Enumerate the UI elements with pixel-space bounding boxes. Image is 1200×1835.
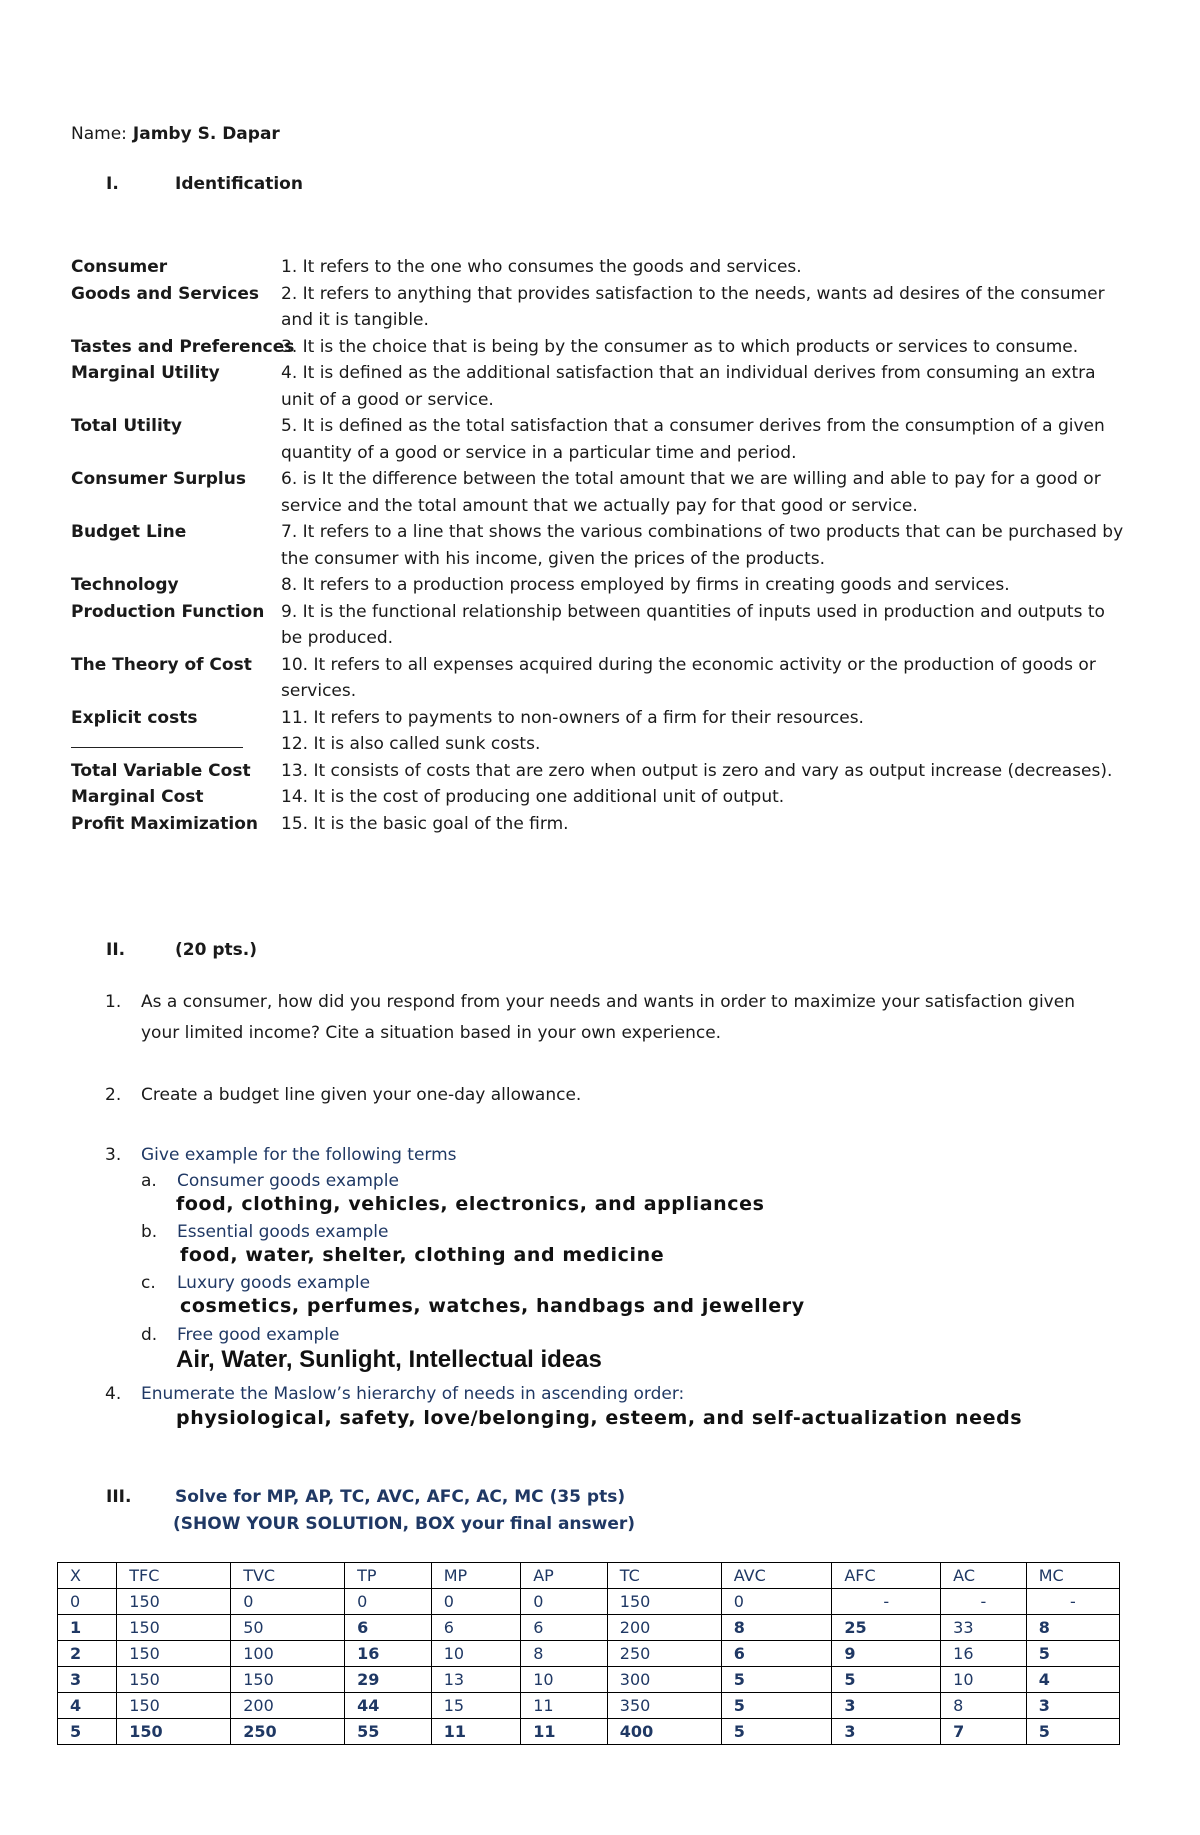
answer-3c: cosmetics, perfumes, watches, handbags and jewellery <box>180 1295 805 1317</box>
table-cell: 55 <box>345 1719 432 1745</box>
question-3-number: 3. <box>105 1145 122 1165</box>
identification-list <box>71 254 1131 837</box>
answer-3b: food, water, shelter, clothing and medicine <box>180 1244 665 1266</box>
table-cell: - <box>941 1589 1027 1615</box>
table-cell: 300 <box>607 1667 721 1693</box>
table-cell: 150 <box>117 1641 231 1667</box>
table-cell: 3 <box>832 1693 941 1719</box>
table-cell: 150 <box>117 1589 231 1615</box>
identification-item <box>71 413 1131 466</box>
identification-definition: 6. is It the difference between the total amount that we are willing and able to pay for a good or service and the total amount that we actually pay for that good or service. <box>281 469 1101 516</box>
identification-term: Marginal Cost <box>71 787 204 807</box>
question-1-number: 1. <box>105 992 122 1012</box>
column-header: TP <box>345 1563 432 1589</box>
identification-definition: 2. It refers to anything that provides satisfaction to the needs, wants ad desires of the consumer and it is tangible. <box>281 283 1105 330</box>
column-header: MP <box>431 1563 521 1589</box>
identification-term: Marginal Utility <box>71 363 220 383</box>
table-cell: 25 <box>832 1615 941 1641</box>
question-3b <box>141 1219 388 1245</box>
name-label: Name: <box>71 124 127 144</box>
table-cell: 3 <box>832 1719 941 1745</box>
table-row <box>58 1693 1120 1719</box>
section-1-title: Identification <box>175 174 303 194</box>
identification-item <box>71 254 1131 281</box>
blank-answer-line <box>71 731 243 748</box>
table-cell: 0 <box>231 1589 345 1615</box>
identification-item <box>71 599 1131 652</box>
question-3 <box>105 1140 1105 1171</box>
table-cell: 250 <box>607 1641 721 1667</box>
answer-3d: Air, Water, Sunlight, Intellectual ideas <box>176 1346 602 1373</box>
identification-item <box>71 652 1131 705</box>
question-1 <box>105 987 1105 1049</box>
question-4-text: Enumerate the Maslow’s hierarchy of needs in ascending order: <box>141 1384 685 1404</box>
table-row <box>58 1589 1120 1615</box>
section-2-title: (20 pts.) <box>175 940 257 960</box>
table-cell: 8 <box>721 1615 832 1641</box>
table-cell: 5 <box>58 1719 117 1745</box>
identification-definition: 8. It refers to a production process employed by firms in creating goods and services. <box>281 575 1010 595</box>
table-cell: 0 <box>431 1589 521 1615</box>
column-header: TFC <box>117 1563 231 1589</box>
identification-term: Total Utility <box>71 416 182 436</box>
table-cell: 6 <box>345 1615 432 1641</box>
table-cell: 5 <box>1026 1719 1119 1745</box>
table-cell: 150 <box>117 1693 231 1719</box>
table-cell: 0 <box>345 1589 432 1615</box>
column-header: AC <box>941 1563 1027 1589</box>
cost-table-header-row <box>58 1563 1120 1589</box>
question-3a <box>141 1168 399 1194</box>
table-cell: 13 <box>431 1667 521 1693</box>
table-cell: 3 <box>1026 1693 1119 1719</box>
identification-term: Consumer Surplus <box>71 469 246 489</box>
identification-definition: 12. It is also called sunk costs. <box>281 734 541 754</box>
answer-3a: food, clothing, vehicles, electronics, and appliances <box>176 1193 765 1215</box>
identification-item <box>71 466 1131 519</box>
table-cell: 15 <box>431 1693 521 1719</box>
identification-definition: 1. It refers to the one who consumes the goods and services. <box>281 257 802 277</box>
table-cell: 4 <box>1026 1667 1119 1693</box>
table-cell: 3 <box>58 1667 117 1693</box>
question-1-text: As a consumer, how did you respond from your needs and wants in order to maximize your satisfaction given your limited income? Cite a situation based in your own experience. <box>141 992 1075 1043</box>
column-header: TVC <box>231 1563 345 1589</box>
table-cell: 8 <box>941 1693 1027 1719</box>
column-header: TC <box>607 1563 721 1589</box>
table-cell: 150 <box>607 1589 721 1615</box>
table-cell: - <box>1026 1589 1119 1615</box>
identification-definition: 11. It refers to payments to non-owners of a firm for their resources. <box>281 707 864 728</box>
question-3d-label: Free good example <box>177 1325 340 1345</box>
identification-item <box>71 758 1131 785</box>
column-header: X <box>58 1563 117 1589</box>
table-cell: 150 <box>117 1667 231 1693</box>
question-3-text: Give example for the following terms <box>141 1145 457 1165</box>
section-3-subtitle: (SHOW YOUR SOLUTION, BOX your final answer) <box>173 1514 636 1534</box>
table-cell: 8 <box>1026 1615 1119 1641</box>
table-cell: 16 <box>941 1641 1027 1667</box>
section-3-numeral: III. <box>106 1487 132 1507</box>
table-cell: 11 <box>521 1719 608 1745</box>
table-cell: 5 <box>721 1693 832 1719</box>
question-2-text: Create a budget line given your one-day allowance. <box>141 1085 582 1105</box>
table-cell: 200 <box>607 1615 721 1641</box>
table-cell: 350 <box>607 1693 721 1719</box>
column-header: MC <box>1026 1563 1119 1589</box>
table-cell: 5 <box>832 1667 941 1693</box>
identification-item <box>71 811 1131 838</box>
question-2 <box>105 1080 1105 1111</box>
cost-table <box>57 1562 1120 1745</box>
identification-definition: 15. It is the basic goal of the firm. <box>281 813 569 834</box>
table-cell: 11 <box>521 1693 608 1719</box>
section-1-numeral: I. <box>106 174 119 194</box>
table-cell: 150 <box>231 1667 345 1693</box>
table-cell: 7 <box>941 1719 1027 1745</box>
table-cell: 33 <box>941 1615 1027 1641</box>
table-cell: 0 <box>521 1589 608 1615</box>
identification-term: Budget Line <box>71 522 187 542</box>
question-2-number: 2. <box>105 1085 122 1105</box>
column-header: AVC <box>721 1563 832 1589</box>
question-3b-label: Essential goods example <box>177 1222 389 1242</box>
table-cell: 6 <box>721 1641 832 1667</box>
table-cell: 44 <box>345 1693 432 1719</box>
question-3a-letter: a. <box>141 1171 157 1191</box>
cost-table-body <box>58 1589 1120 1745</box>
table-cell: 10 <box>431 1641 521 1667</box>
question-3b-letter: b. <box>141 1222 158 1242</box>
identification-definition: 7. It refers to a line that shows the various combinations of two products that can be purchased by the consumer with his income, given the prices of the products. <box>281 522 1124 569</box>
question-3c-letter: c. <box>141 1273 156 1293</box>
table-cell: 11 <box>431 1719 521 1745</box>
table-cell: 8 <box>521 1641 608 1667</box>
identification-definition: 5. It is defined as the total satisfaction that a consumer derives from the consumption of a given quantity of a good or service in a particular time and period. <box>281 416 1105 463</box>
table-cell: 250 <box>231 1719 345 1745</box>
identification-definition: 10. It refers to all expenses acquired during the economic activity or the production of goods or services. <box>281 654 1096 701</box>
table-cell: 150 <box>117 1615 231 1641</box>
table-cell: 6 <box>431 1615 521 1641</box>
identification-term: Explicit costs <box>71 707 198 728</box>
identification-definition: 9. It is the functional relationship between quantities of inputs used in production and outputs to be produced. <box>281 601 1105 648</box>
table-cell: 200 <box>231 1693 345 1719</box>
question-4 <box>105 1379 1105 1410</box>
identification-item <box>71 334 1131 361</box>
identification-item <box>71 572 1131 599</box>
identification-term: Total Variable Cost <box>71 760 251 781</box>
table-cell: 10 <box>941 1667 1027 1693</box>
table-cell: 5 <box>721 1719 832 1745</box>
identification-item <box>71 784 1131 811</box>
table-cell: 5 <box>1026 1641 1119 1667</box>
table-row <box>58 1641 1120 1667</box>
table-cell: 2 <box>58 1641 117 1667</box>
identification-definition: 14. It is the cost of producing one additional unit of output. <box>281 787 785 807</box>
table-cell: 29 <box>345 1667 432 1693</box>
table-cell: 16 <box>345 1641 432 1667</box>
question-3d-letter: d. <box>141 1325 158 1345</box>
question-3c <box>141 1270 370 1296</box>
table-cell: 0 <box>58 1589 117 1615</box>
section-3-title: Solve for MP, AP, TC, AVC, AFC, AC, MC (35 pts) <box>175 1487 626 1507</box>
table-cell: 4 <box>58 1693 117 1719</box>
identification-item <box>71 519 1131 572</box>
identification-definition: 13. It consists of costs that are zero when output is zero and vary as output increase (decreases). <box>281 760 1113 781</box>
table-cell: 9 <box>832 1641 941 1667</box>
identification-term: Production Function <box>71 601 265 622</box>
identification-definition: 4. It is defined as the additional satisfaction that an individual derives from consuming an extra unit of a good or service. <box>281 363 1096 410</box>
table-cell: 100 <box>231 1641 345 1667</box>
identification-definition: 3. It is the choice that is being by the consumer as to which products or services to consume. <box>281 336 1079 357</box>
table-cell: 6 <box>521 1615 608 1641</box>
student-name: Jamby S. Dapar <box>132 124 280 144</box>
question-4-number: 4. <box>105 1384 122 1404</box>
identification-term: Profit Maximization <box>71 813 258 834</box>
table-cell: - <box>832 1589 941 1615</box>
identification-term: Goods and Services <box>71 283 259 304</box>
question-3a-label: Consumer goods example <box>177 1171 399 1191</box>
table-cell: 150 <box>117 1719 231 1745</box>
table-row <box>58 1719 1120 1745</box>
question-3c-label: Luxury goods example <box>177 1273 371 1293</box>
table-cell: 5 <box>721 1667 832 1693</box>
identification-term: Consumer <box>71 257 168 277</box>
table-row <box>58 1667 1120 1693</box>
identification-item <box>71 705 1131 732</box>
identification-item <box>71 731 1131 758</box>
table-row <box>58 1615 1120 1641</box>
identification-item <box>71 360 1131 413</box>
answer-4: physiological, safety, love/belonging, esteem, and self-actualization needs <box>176 1407 1023 1429</box>
identification-item <box>71 281 1131 334</box>
table-cell: 50 <box>231 1615 345 1641</box>
table-cell: 400 <box>607 1719 721 1745</box>
identification-term: Technology <box>71 575 179 595</box>
identification-term: Tastes and Preferences <box>71 336 295 357</box>
section-2-numeral: II. <box>106 940 126 960</box>
table-cell: 1 <box>58 1615 117 1641</box>
identification-term: The Theory of Cost <box>71 654 252 675</box>
question-3d <box>141 1322 339 1348</box>
column-header: AFC <box>832 1563 941 1589</box>
table-cell: 0 <box>721 1589 832 1615</box>
column-header: AP <box>521 1563 608 1589</box>
student-name-line <box>71 124 280 144</box>
table-cell: 10 <box>521 1667 608 1693</box>
